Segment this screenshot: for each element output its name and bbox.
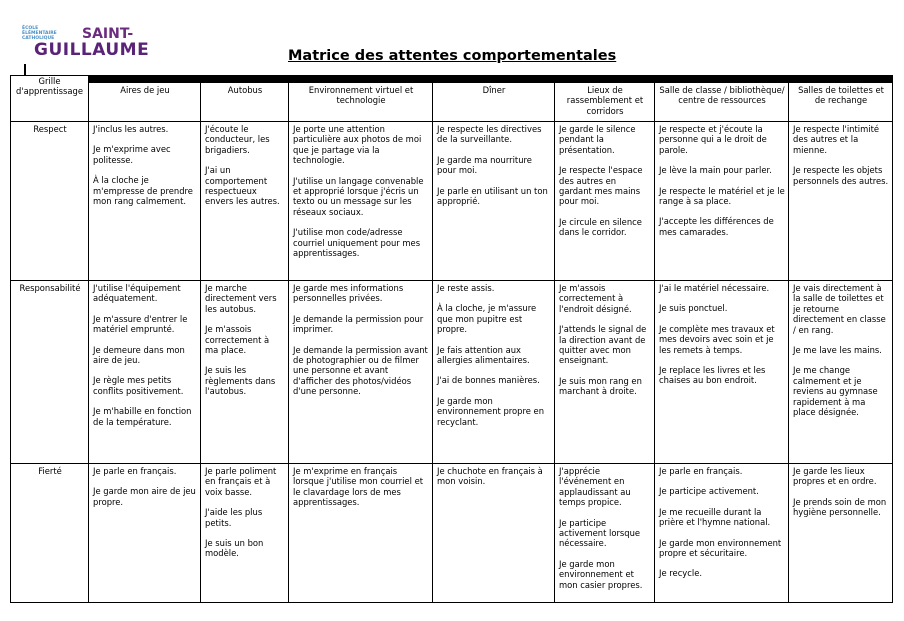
expectation-text: Je me lave les mains.	[793, 345, 882, 356]
matrix-cell	[789, 464, 893, 603]
expectation-text: Je respecte les directives de la surveillante.	[437, 124, 542, 145]
expectation-text: Je suis mon rang en marchant à droite.	[559, 375, 642, 397]
matrix-cell	[201, 464, 289, 603]
header-bar	[89, 76, 893, 83]
expectation-text: Je respecte l'intimité des autres et la mienne.	[793, 124, 880, 155]
expectation-text: Je respecte et j'écoute la personne qui a le droit de parole.	[659, 124, 767, 155]
matrix-cell	[555, 281, 655, 464]
expectation-text: Je participe activement lorsque nécessaire.	[559, 517, 641, 549]
matrix-cell	[789, 122, 893, 281]
expectation-text: Je règle mes petits conflits positivement.	[93, 375, 184, 396]
expectation-text: J'aide les plus petits.	[205, 507, 263, 528]
matrix-cell	[89, 122, 201, 281]
expectation-text: Je m'assois correctement à l'endroit désigné.	[559, 283, 632, 314]
matrix-cell	[89, 464, 201, 603]
matrix-cell	[555, 464, 655, 603]
column-header: Dîner	[433, 83, 555, 122]
expectation-text: J'ai de bonnes manières.	[437, 375, 540, 386]
logo-small-text: ÉCOLE ÉLÉMENTAIRE CATHOLIQUE	[22, 26, 57, 41]
matrix-body	[11, 122, 893, 603]
expectation-text: Je circule en silence dans le corridor.	[559, 216, 642, 238]
matrix-cell	[433, 281, 555, 464]
expectation-text: J'utilise l'équipement adéquatement.	[93, 283, 181, 304]
column-header: Salles de toilettes et de rechange	[789, 83, 893, 122]
matrix-cell	[655, 464, 789, 603]
expectation-text: Je suis un bon modèle.	[205, 538, 264, 559]
expectation-text: Je demande la permission avant de photographier ou de filmer une personne et avant d'afficher des photos/vidéos d'une personne.	[293, 344, 428, 397]
matrix-row	[11, 122, 893, 281]
expectation-text: J'accepte les différences de mes camarades.	[659, 216, 774, 237]
expectation-text: Je respecte les objets personnels des autres.	[793, 165, 889, 186]
page-title: Matrice des attentes comportementales	[288, 48, 617, 64]
expectation-text: Je porte une attention particulière aux photos de moi que je partage via la technologie.	[293, 124, 422, 166]
matrix-cell	[201, 122, 289, 281]
matrix-cell	[289, 281, 433, 464]
expectation-text: Je suis ponctuel.	[659, 303, 728, 314]
row-header: Responsabilité	[11, 281, 89, 464]
matrix-cell	[555, 122, 655, 281]
expectation-text: Je complète mes travaux et mes devoirs avec soin et je les remets à temps.	[659, 323, 775, 355]
expectation-text: Je garde le silence pendant la présentation.	[559, 124, 636, 155]
matrix-cell	[789, 281, 893, 464]
expectation-text: Je m'exprime en français lorsque j'utilise mon courriel et le clavardage lors de mes apprentissages.	[293, 466, 424, 508]
expectation-text: Je respecte le matériel et je le range à sa place.	[659, 185, 785, 207]
matrix-cell	[433, 464, 555, 603]
expectation-text: Je reste assis.	[437, 283, 495, 293]
corner-header: Grille d'apprentissage	[11, 76, 89, 122]
expectation-text: Je m'habille en fonction de la température.	[93, 406, 192, 427]
expectation-text: J'ai le matériel nécessaire.	[659, 283, 770, 293]
expectation-text: J'inclus les autres.	[93, 124, 169, 134]
expectation-text: J'utilise mon code/adresse courriel uniquement pour mes apprentissages.	[293, 227, 421, 259]
matrix-cell	[89, 281, 201, 464]
expectation-text: Je demande la permission pour imprimer.	[293, 313, 424, 335]
expectation-text: Je me recueille durant la prière et l'hymne national.	[659, 506, 771, 528]
expectation-text: Je recycle.	[659, 568, 703, 579]
expectation-text: Je m'assois correctement à ma place.	[205, 324, 270, 356]
matrix-cell	[655, 281, 789, 464]
column-header: Environnement virtuel et technologie	[289, 83, 433, 122]
expectation-text: Je parle en français.	[93, 466, 177, 476]
expectation-text: Je vais directement à la salle de toilettes et je retourne directement en classe / en rang.	[793, 283, 886, 335]
expectation-text: À la cloche, je m'assure que mon pupitre est propre.	[437, 303, 537, 335]
expectation-text: Je garde mes informations personnelles privées.	[293, 283, 404, 304]
column-header: Aires de jeu	[89, 83, 201, 122]
expectation-text: Je garde ma nourriture pour moi.	[437, 154, 532, 176]
matrix-cell	[289, 464, 433, 603]
expectation-text: Je m'assure d'entrer le matériel emprunté.	[93, 313, 188, 335]
expectation-text: Je m'exprime avec politesse.	[93, 144, 171, 165]
matrix-cell	[655, 122, 789, 281]
matrix-cell	[289, 122, 433, 281]
matrix-row	[11, 281, 893, 464]
school-logo	[22, 26, 150, 66]
logo-line-2: GUILLAUME	[34, 40, 150, 60]
expectation-text: Je garde mon environnement propre et sécuritaire.	[659, 537, 782, 559]
expectation-text: Je prends soin de mon hygiène personnelle.	[793, 496, 887, 518]
expectation-text: À la cloche je m'empresse de prendre mon rang calmement.	[93, 175, 193, 207]
matrix-row	[11, 464, 893, 603]
behaviour-matrix-table	[10, 75, 893, 603]
expectation-text: Je garde mon aire de jeu propre.	[93, 486, 196, 507]
expectation-text: Je garde mon environnement propre en recyclant.	[437, 395, 545, 427]
expectation-text: J'utilise un langage convenable et approprié lorsque j'écris un texto ou un message sur les réseaux sociaux.	[293, 175, 424, 217]
expectation-text: Je demeure dans mon aire de jeu.	[93, 344, 185, 366]
expectation-text: Je garde mon environnement et mon casier propres.	[559, 558, 643, 590]
expectation-text: J'ai un comportement respectueux envers les autres.	[205, 165, 280, 207]
expectation-text: Je respecte l'espace des autres en gardant mes mains pour moi.	[559, 165, 643, 207]
expectation-text: Je parle en utilisant un ton approprié.	[437, 185, 548, 207]
column-header: Lieux de rassemblement et corridors	[555, 83, 655, 122]
expectation-text: Je lève la main pour parler.	[659, 165, 772, 176]
expectation-text: Je garde les lieux propres et en ordre.	[793, 466, 877, 487]
matrix-cell	[201, 281, 289, 464]
expectation-text: Je parle poliment en français et à voix basse.	[205, 466, 277, 497]
expectation-text: Je marche directement vers les autobus.	[205, 283, 277, 314]
expectation-text: J'écoute le conducteur, les brigadiers.	[205, 124, 270, 155]
column-header: Salle de classe / bibliothèque/ centre de ressources	[655, 83, 789, 122]
expectation-text: Je parle en français.	[659, 466, 743, 476]
logo-line-1: SAINT-	[82, 26, 134, 42]
row-header: Respect	[11, 122, 89, 281]
expectation-text: Je chuchote en français à mon voisin.	[437, 466, 543, 487]
matrix-cell	[433, 122, 555, 281]
expectation-text: Je fais attention aux allergies alimentaires.	[437, 344, 530, 366]
expectation-text: J'attends le signal de la direction avant de quitter avec mon enseignant.	[559, 324, 647, 366]
expectation-text: Je replace les livres et les chaises au bon endroit.	[659, 365, 766, 386]
column-header: Autobus	[201, 83, 289, 122]
row-header: Fierté	[11, 464, 89, 603]
expectation-text: Je participe activement.	[659, 486, 759, 497]
column-header-row	[11, 83, 893, 122]
expectation-text: Je me change calmement et je reviens au gymnase rapidement à ma place désignée.	[793, 365, 878, 418]
expectation-text: J'apprécie l'événement en applaudissant au temps propice.	[559, 466, 631, 508]
expectation-text: Je suis les règlements dans l'autobus.	[205, 365, 276, 397]
